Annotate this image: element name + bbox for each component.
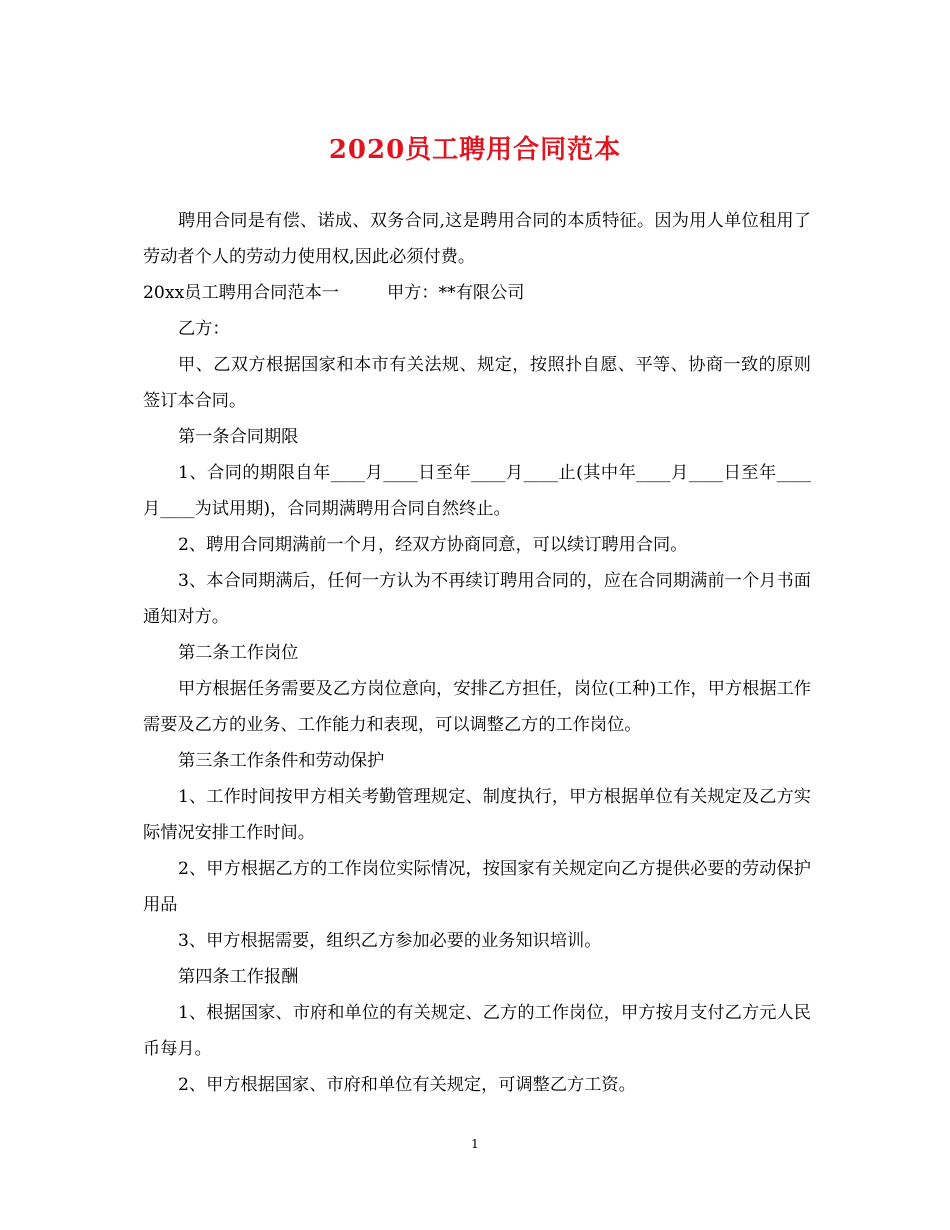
- section-heading-term: 第一条合同期限: [178, 427, 299, 447]
- party-b-label: 乙方：: [178, 319, 230, 339]
- document-title: 2020员工聘用合同范本: [328, 135, 622, 165]
- clause-paragraph: 3、本合同期满后，任何一方认为不再续订聘用合同的，应在合同期满前一个月书面通知对方。: [143, 571, 811, 627]
- clause-paragraph: 2、聘用合同期满前一个月，经双方协商同意，可以续订聘用合同。: [178, 535, 688, 555]
- intro-paragraph: 聘用合同是有偿、诺成、双务合同,这是聘用合同的本质特征。因为用人单位租用了劳动者个人的劳动力使用权,因此必须付费。: [143, 211, 811, 267]
- clause-paragraph: 2、甲方根据乙方的工作岗位实际情况，按国家有关规定向乙方提供必要的劳动保护用品: [143, 859, 811, 915]
- clause-paragraph: 1、工作时间按甲方相关考勤管理规定、制度执行，甲方根据单位有关规定及乙方实际情况安排工作时间。: [143, 787, 811, 843]
- section-heading-position: 第二条工作岗位: [178, 643, 299, 663]
- section-heading-pay: 第四条工作报酬: [178, 967, 299, 987]
- section-heading-conditions: 第三条工作条件和劳动保护: [178, 751, 385, 771]
- document-body: [143, 203, 811, 1103]
- preamble-paragraph: 甲、乙双方根据国家和本市有关法规、规定，按照扑自愿、平等、协商一致的原则签订本合同。: [143, 355, 811, 411]
- contract-sample-label: 20xx员工聘用合同范本一: [143, 283, 339, 303]
- clause-paragraph: 1、合同的期限自年____月____日至年____月____止(其中年____月____日至年____月____为试用期)，合同期满聘用合同自然终止。: [143, 463, 811, 519]
- page-number: 1: [471, 1137, 479, 1151]
- clause-paragraph: 3、甲方根据需要，组织乙方参加必要的业务知识培训。: [178, 931, 602, 951]
- clause-paragraph: 甲方根据任务需要及乙方岗位意向，安排乙方担任，岗位(工种)工作，甲方根据工作需要及乙方的业务、工作能力和表现，可以调整乙方的工作岗位。: [143, 679, 811, 735]
- clause-paragraph: 2、甲方根据国家、市府和单位有关规定，可调整乙方工资。: [178, 1075, 636, 1095]
- clause-paragraph: 1、根据国家、市府和单位的有关规定、乙方的工作岗位，甲方按月支付乙方元人民币每月。: [143, 1003, 811, 1059]
- contract-header-line: [143, 275, 811, 311]
- party-a-label: 甲方：**有限公司: [386, 283, 525, 303]
